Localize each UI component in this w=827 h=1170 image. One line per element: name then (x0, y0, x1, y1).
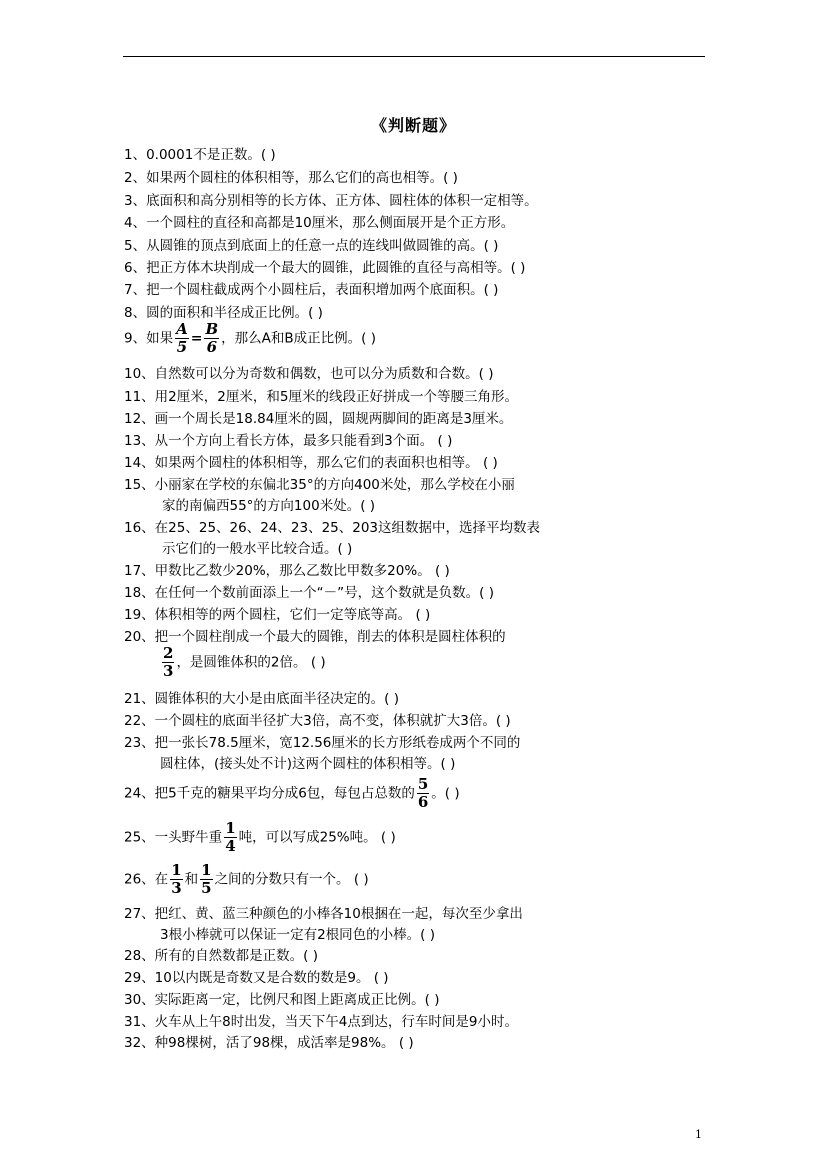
question-1: 1、0.0001不是正数。( ) (124, 147, 276, 163)
fraction-numerator: 1 (171, 861, 182, 879)
question-30: 30、实际距离一定，比例尺和图上距离成正比例。( ) (124, 992, 440, 1008)
q25-suffix: 吨，可以写成25%吨。 ( ) (238, 829, 396, 846)
question-27-line1: 27、把红、黄、蓝三种颜色的小棒各10根捆在一起，每次至少拿出 (124, 906, 523, 922)
question-32: 32、种98棵树，活了98棵，成活率是98%。 ( ) (124, 1035, 414, 1051)
question-23-line1: 23、把一张长78.5厘米，宽12.56厘米的长方形纸卷成两个不同的 (124, 735, 521, 751)
fraction-numerator: 2 (163, 644, 174, 662)
q9-suffix: ，那么A和B成正比例。( ) (221, 330, 376, 347)
fraction-numerator: 5 (417, 775, 429, 793)
question-20-line2 (160, 645, 326, 680)
question-18: 18、在任何一个数前面添上一个“－”号，这个数就是负数。( ) (124, 585, 494, 601)
question-25 (124, 820, 396, 855)
fraction-1-over-3 (170, 862, 182, 897)
fraction-b-over-6 (204, 321, 219, 356)
q26-suffix: 之间的分数只有一个。 ( ) (214, 871, 369, 888)
q24-prefix: 24、把5千克的糖果平均分成6包，每包占总数的 (124, 785, 415, 802)
fraction-denominator: 5 (201, 879, 212, 897)
question-28: 28、所有的自然数都是正数。( ) (124, 948, 319, 964)
fraction-2-over-3 (162, 645, 174, 680)
question-3: 3、底面积和高分别相等的长方体、正方体、圆柱体的体积一定相等。 (124, 193, 538, 209)
question-7: 7、把一个圆柱截成两个小圆柱后，表面积增加两个底面积。( ) (124, 282, 499, 298)
question-17: 17、甲数比乙数少20%，那么乙数比甲数多20%。 ( ) (124, 563, 450, 579)
question-12: 12、画一个周长是18.84厘米的圆，圆规两脚间的距离是3厘米。 (124, 411, 513, 427)
page-number: 1 (695, 1128, 702, 1141)
question-13: 13、从一个方向上看长方体，最多只能看到3个面。 ( ) (124, 433, 453, 449)
question-10: 10、自然数可以分为奇数和偶数，也可以分为质数和合数。( ) (124, 366, 494, 382)
question-22: 22、一个圆柱的底面半径扩大3倍，高不变，体积就扩大3倍。( ) (124, 713, 511, 729)
question-19: 19、体积相等的两个圆柱，它们一定等底等高。 ( ) (124, 607, 431, 623)
question-29: 29、10以内既是奇数又是合数的数是9。 ( ) (124, 970, 389, 986)
fraction-denominator: 6 (206, 338, 218, 356)
equals-sign: = (190, 330, 203, 347)
page-title: 《判断题》 (370, 116, 456, 135)
fraction-1-over-5 (200, 862, 212, 897)
q26-prefix: 26、在 (124, 871, 169, 888)
q26-mid: 和 (184, 871, 199, 888)
question-2: 2、如果两个圆柱的体积相等，那么它们的高也相等。( ) (124, 170, 458, 186)
question-15-line1: 15、小丽家在学校的东偏北35°的方向400米处，那么学校在小丽 (124, 477, 515, 493)
question-23-line2: 圆柱体，(接头处不计)这两个圆柱的体积相等。( ) (160, 756, 456, 772)
fraction-denominator: 3 (163, 662, 174, 680)
question-4: 4、一个圆柱的直径和高都是10厘米，那么侧面展开是个正方形。 (124, 215, 515, 231)
q25-prefix: 25、一头野牛重 (124, 829, 223, 846)
fraction-numerator: 1 (201, 861, 212, 879)
fraction-numerator: B (205, 320, 219, 338)
question-26 (124, 862, 369, 897)
question-20-line1: 20、把一个圆柱削成一个最大的圆锥，削去的体积是圆柱体积的 (124, 629, 506, 645)
question-15-line2: 家的南偏西55°的方向100米处。( ) (162, 498, 376, 514)
q24-suffix: 。( ) (431, 785, 460, 802)
fraction-a-over-5 (175, 321, 189, 356)
question-16-line2: 示它们的一般水平比较合适。( ) (162, 541, 353, 557)
question-6: 6、把正方体木块削成一个最大的圆锥，此圆锥的直径与高相等。( ) (124, 260, 526, 276)
fraction-denominator: 6 (417, 793, 429, 811)
fraction-5-over-6 (417, 776, 429, 811)
header-rule (123, 56, 705, 57)
fraction-denominator: 3 (171, 879, 182, 897)
fraction-1-over-4 (224, 820, 236, 855)
fraction-numerator: 1 (225, 819, 236, 837)
q9-prefix: 9、如果 (124, 330, 174, 347)
question-9 (124, 321, 376, 356)
question-31: 31、火车从上午8时出发，当天下午4点到达，行车时间是9小时。 (124, 1014, 518, 1030)
q20-suffix: ，是圆锥体积的2倍。 ( ) (176, 654, 326, 671)
question-24 (124, 776, 460, 811)
question-21: 21、圆锥体积的大小是由底面半径决定的。( ) (124, 691, 400, 707)
question-8: 8、圆的面积和半径成正比例。( ) (124, 305, 323, 321)
question-5: 5、从圆锥的顶点到底面上的任意一点的连线叫做圆锥的高。( ) (124, 238, 499, 254)
question-11: 11、用2厘米，2厘米，和5厘米的线段正好拼成一个等腰三角形。 (124, 389, 518, 405)
fraction-numerator: A (176, 320, 188, 338)
fraction-denominator: 5 (176, 338, 188, 356)
fraction-denominator: 4 (225, 837, 236, 855)
question-14: 14、如果两个圆柱的体积相等，那么它们的表面积也相等。 ( ) (124, 455, 498, 471)
question-16-line1: 16、在25、25、26、24、23、25、203这组数据中，选择平均数表 (124, 520, 541, 536)
question-27-line2: 3根小棒就可以保证一定有2根同色的小棒。( ) (160, 927, 436, 943)
